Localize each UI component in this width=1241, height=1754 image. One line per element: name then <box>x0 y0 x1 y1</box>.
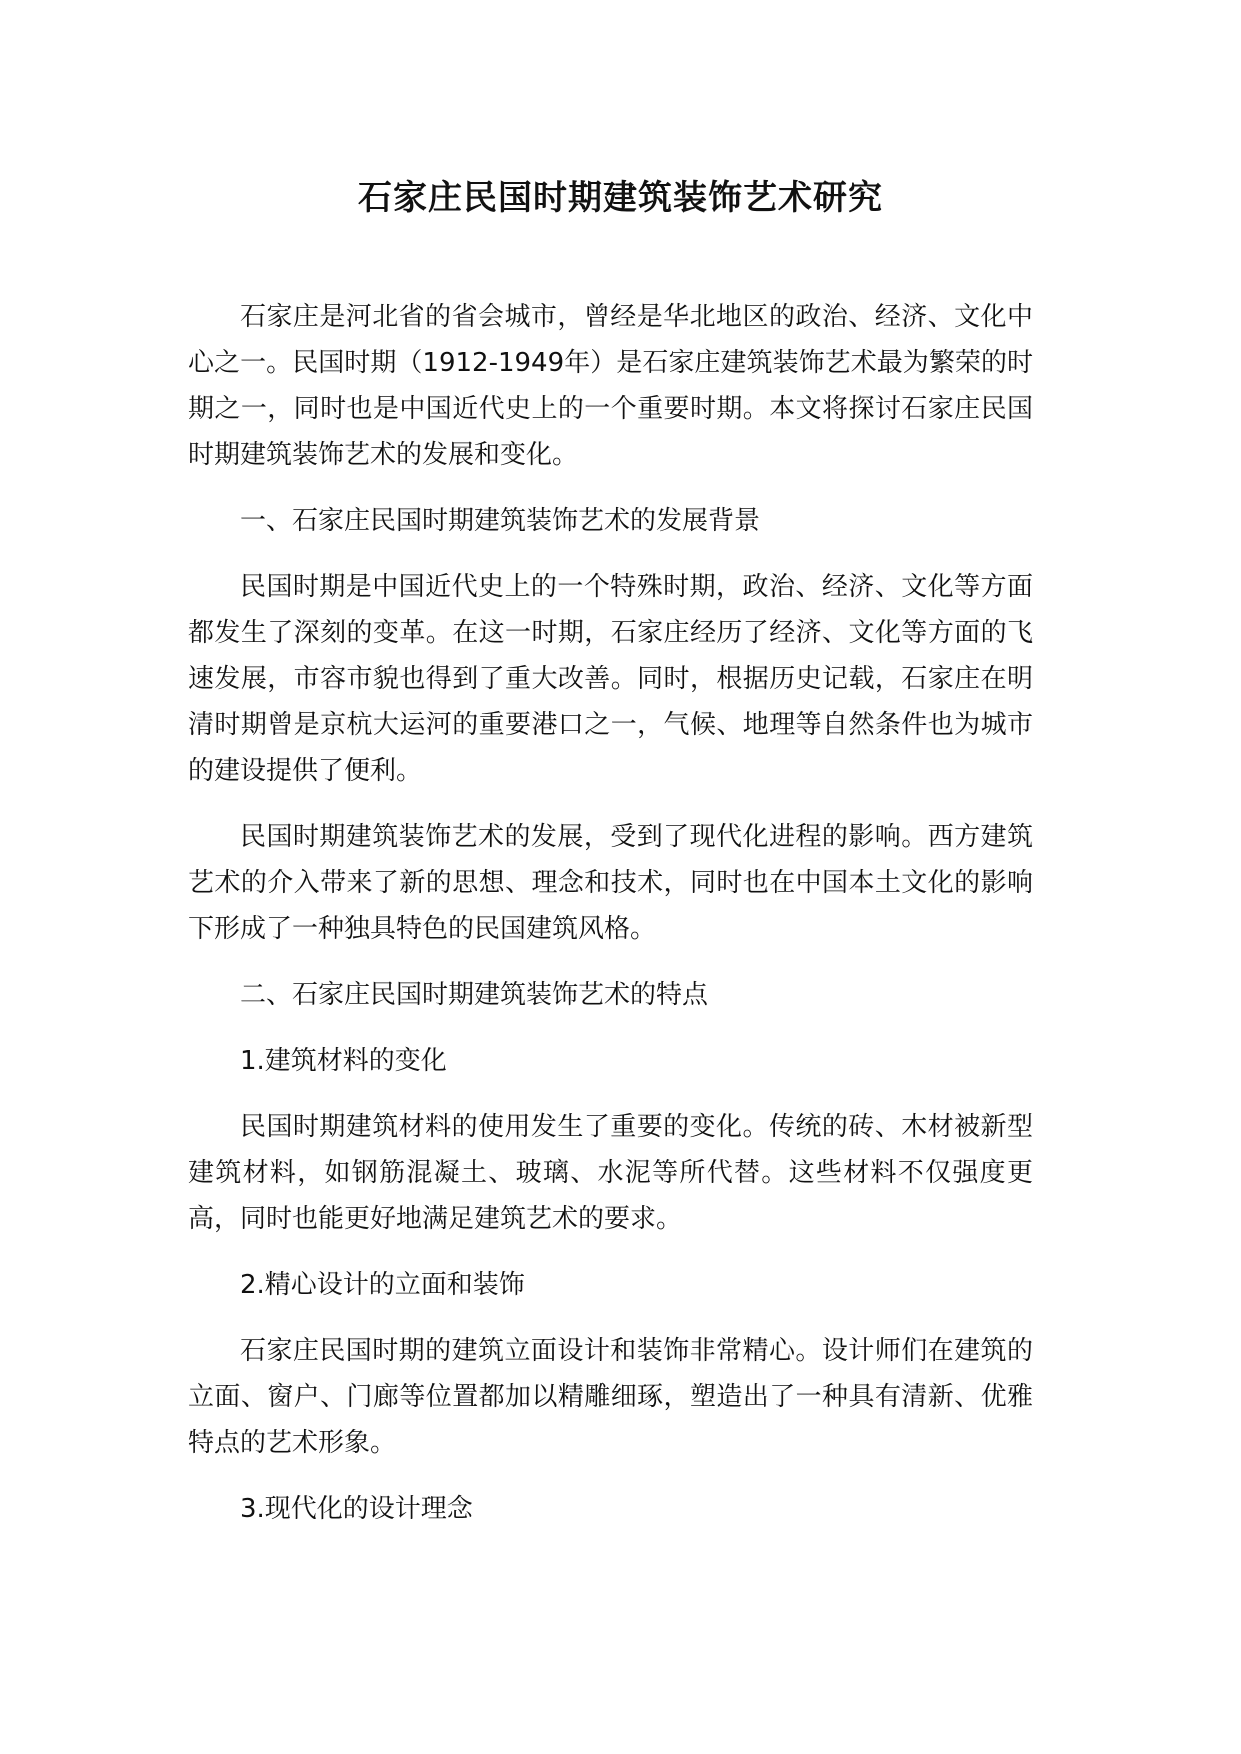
paragraph-materials: 民国时期建筑材料的使用发生了重要的变化。传统的砖、木材被新型建筑材料，如钢筋混凝土、玻璃、水泥等所代替。这些材料不仅强度更高，同时也能更好地满足建筑艺术的要求。 <box>188 1112 1033 1234</box>
section-heading-2: 二、石家庄民国时期建筑装饰艺术的特点 <box>240 980 709 1010</box>
document-title: 石家庄民国时期建筑装饰艺术研究 <box>358 178 883 218</box>
paragraph-background-1: 民国时期是中国近代史上的一个特殊时期，政治、经济、文化等方面都发生了深刻的变革。在这一时期，石家庄经历了经济、文化等方面的飞速发展，市容市貌也得到了重大改善。同时，根据历史记载，石家庄在明清时期曾是京杭大运河的重要港口之一，气候、地理等自然条件也为城市的建设提供了便利。 <box>188 572 1033 786</box>
paragraph-facade: 石家庄民国时期的建筑立面设计和装饰非常精心。设计师们在建筑的立面、窗户、门廊等位置都加以精雕细琢，塑造出了一种具有清新、优雅特点的艺术形象。 <box>188 1336 1033 1458</box>
subsection-heading-facade: 2.精心设计的立面和装饰 <box>240 1270 525 1300</box>
section-heading-1: 一、石家庄民国时期建筑装饰艺术的发展背景 <box>240 506 761 536</box>
subsection-heading-materials: 1.建筑材料的变化 <box>240 1046 447 1076</box>
document-body <box>188 294 1033 1552</box>
paragraph-intro: 石家庄是河北省的省会城市，曾经是华北地区的政治、经济、文化中心之一。民国时期（1912-1949年）是石家庄建筑装饰艺术最为繁荣的时期之一，同时也是中国近代史上的一个重要时期。本文将探讨石家庄民国时期建筑装饰艺术的发展和变化。 <box>188 302 1033 470</box>
subsection-heading-modern-design: 3.现代化的设计理念 <box>240 1494 473 1524</box>
paragraph-background-2: 民国时期建筑装饰艺术的发展，受到了现代化进程的影响。西方建筑艺术的介入带来了新的思想、理念和技术，同时也在中国本土文化的影响下形成了一种独具特色的民国建筑风格。 <box>188 822 1033 944</box>
